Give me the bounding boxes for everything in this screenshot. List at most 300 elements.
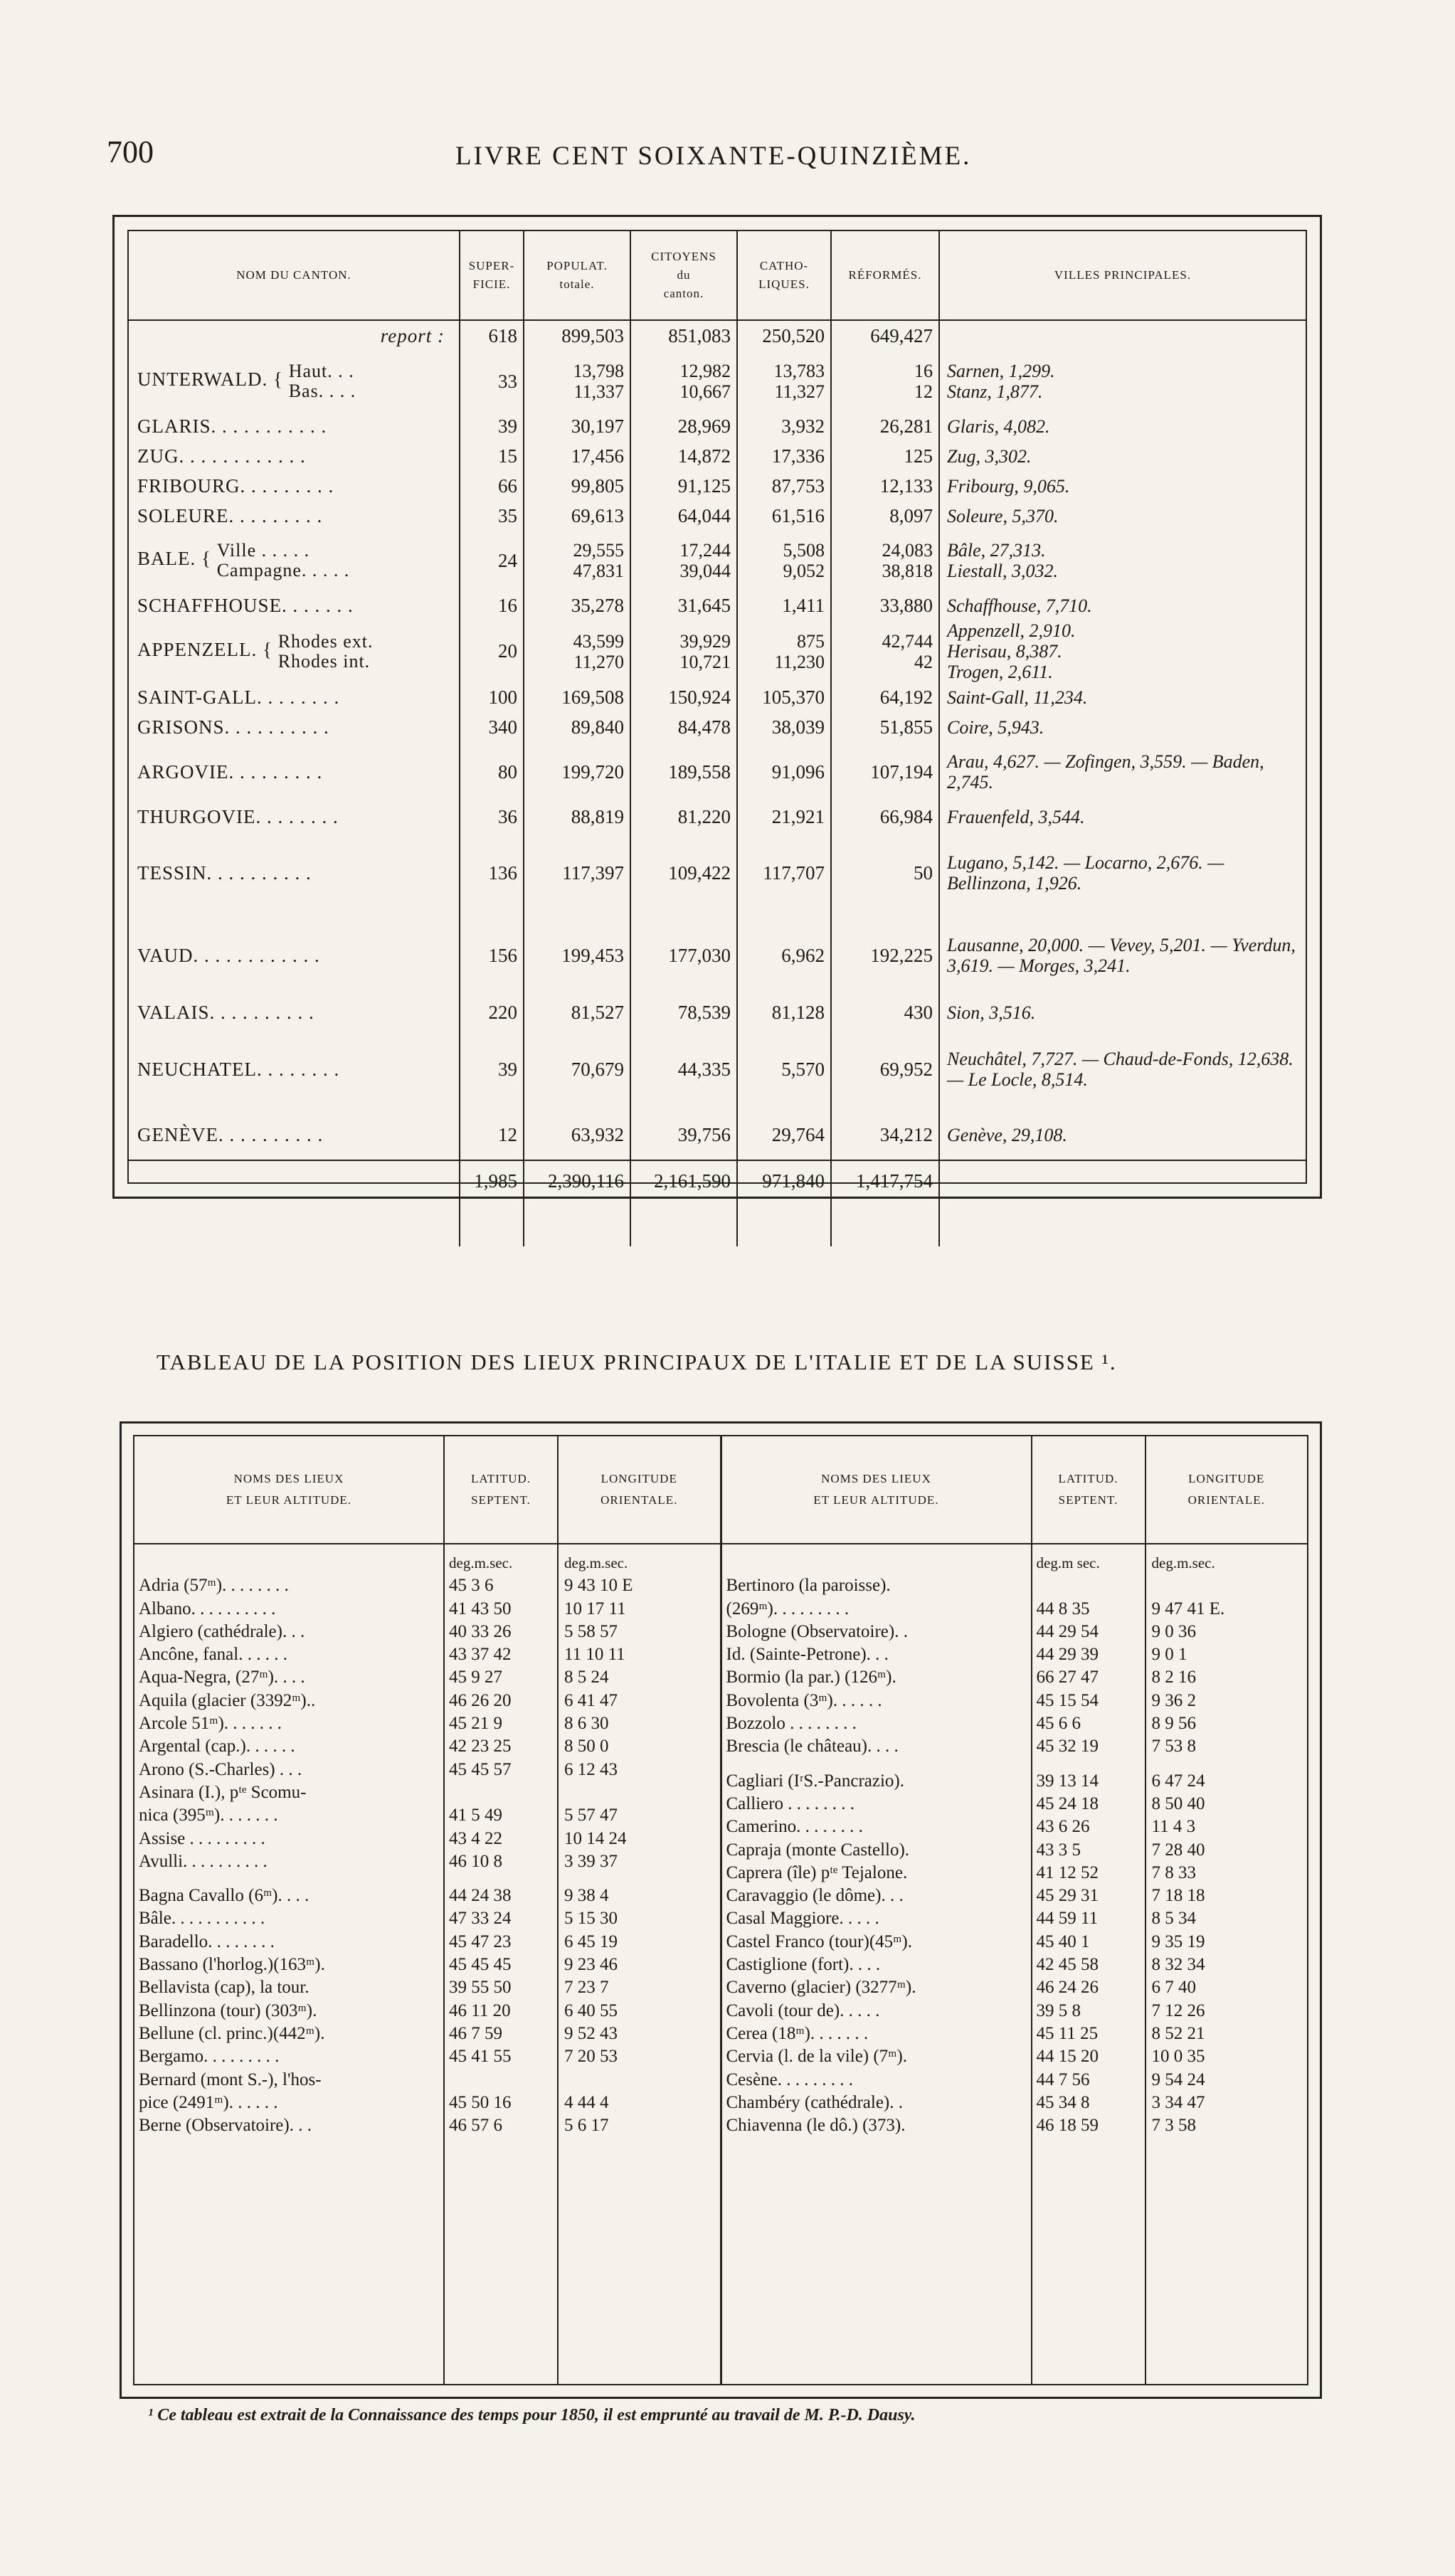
latitude-value: 46 7 59 [449,2023,502,2043]
latitude-value: 45 32 19 [1036,1737,1099,1756]
latitude-value: 46 10 8 [449,1851,502,1871]
longitude-value: 6 41 47 [564,1690,618,1710]
latitude-value: 47 33 24 [449,1909,512,1929]
place-name: Caravaggio (le dôme). . . [726,1886,904,1906]
canton-reformes: 69,952 [831,1028,939,1111]
right-lon-column [1146,1544,1308,2384]
positions-right-half [722,1436,1308,2384]
header-latitude-right: LATITUD. SEPTENT. [1032,1436,1146,1543]
canton-citoyens: 14,872 [630,441,737,471]
canton-superficie: 24 [460,531,524,590]
latitude-value: 41 43 50 [449,1599,512,1618]
header-population: POPULAT. totale. [524,231,630,320]
canton-citoyens: 44,335 [630,1028,737,1111]
canton-reformes: 64,192 [831,682,939,712]
latitude-value [445,1781,557,1804]
canton-catholiques: 5,570 [737,1028,831,1111]
place-name: Casal Maggiore. . . . . [726,1909,879,1929]
latitude-value: 43 4 22 [449,1828,502,1848]
longitude-value: 6 12 43 [564,1759,618,1779]
canton-name: GENÈVE. . . . . . . . . . [129,1111,460,1160]
place-name: Bassano (l'horlog.)(163ᵐ). [139,1955,325,1975]
longitude-value: 7 12 26 [1151,2000,1205,2020]
longitude-value: 6 47 24 [1151,1771,1205,1791]
longitude-value: 8 5 24 [564,1668,609,1687]
latitude-value: 45 24 18 [1036,1793,1099,1813]
canton-reformes: 66,984 [831,802,939,832]
canton-superficie: 20 [460,620,524,682]
canton-row [129,997,1306,1028]
latitude-value: 39 5 8 [1036,2000,1081,2020]
canton-reformes: 12,133 [831,471,939,501]
canton-superficie: 156 [460,914,524,997]
place-name: Ancône, fanal. . . . . . [139,1645,287,1665]
header-lieux: NOMS DES LIEUX ET LEUR ALTITUDE. [134,1436,445,1543]
longitude-value: 9 43 10 E [564,1576,633,1596]
place-name: (269ᵐ). . . . . . . . . [726,1599,850,1618]
header-citoyens: CITOYENS du canton. [630,231,737,320]
left-lat-unit: deg.m.sec. [449,1554,513,1571]
place-name: Bertinoro (la paroisse). [726,1576,891,1596]
latitude-value: 46 57 6 [449,2116,502,2136]
longitude-value: 4 44 4 [564,2092,609,2112]
canton-row [129,590,1306,620]
canton-row [129,441,1306,471]
canton-catholiques: 3,932 [737,411,831,441]
place-name: Bellinzona (tour) (303ᵐ). [139,2000,317,2020]
canton-reformes: 192,225 [831,914,939,997]
row-gap [722,1759,1031,1770]
longitude-value: 7 20 53 [564,2047,618,2067]
canton-name: GLARIS. . . . . . . . . . . [129,411,460,441]
canton-citoyens: 177,030 [630,914,737,997]
place-name: Arono (S.-Charles) . . . [139,1759,302,1779]
canton-population: 17,456 [524,441,630,471]
longitude-value: 11 4 3 [1151,1817,1196,1837]
canton-citoyens: 31,645 [630,590,737,620]
left-lon-column [559,1544,720,2384]
canton-catholiques: 91,096 [737,742,831,802]
latitude-value: 43 3 5 [1036,1840,1081,1860]
place-name: Avulli. . . . . . . . . . [139,1851,268,1871]
canton-catholiques: 17,336 [737,441,831,471]
canton-superficie: 66 [460,471,524,501]
canton-catholiques: 875 11,230 [737,620,831,682]
canton-subdivision: Haut. . . [288,361,354,381]
page-number: 700 [107,134,154,169]
place-name: Bologne (Observatoire). . [726,1621,908,1641]
latitude-value: 43 6 26 [1036,1817,1090,1837]
place-name: Id. (Sainte-Petrone). . . [726,1645,889,1665]
place-name: Caprera (île) pᵗᵉ Tejalone. [726,1862,908,1882]
left-lat-column [445,1544,559,2384]
longitude-value: 8 50 40 [1151,1793,1205,1813]
canton-population: 43,599 11,270 [524,620,630,682]
longitude-value: 6 40 55 [564,2000,618,2020]
place-name: Assise . . . . . . . . . [139,1828,265,1848]
report-population: 899,503 [524,320,630,351]
latitude-value: 45 6 6 [1036,1714,1081,1734]
total-citoyens: 2,161,590 [630,1160,737,1246]
total-catholiques: 971,840 [737,1160,831,1246]
longitude-value [1146,1574,1308,1597]
right-lon-unit: deg.m.sec. [1151,1554,1215,1571]
place-name: Capraja (monte Castello). [726,1840,910,1860]
latitude-value: 44 24 38 [449,1886,512,1906]
canton-reformes: 50 [831,832,939,914]
latitude-value: 45 9 27 [449,1668,502,1687]
canton-catholiques: 117,707 [737,832,831,914]
place-name: Aquila (glacier (3392ᵐ).. [139,1690,316,1710]
canton-villes: Sion, 3,516. [947,1002,1036,1023]
longitude-value: 5 57 47 [564,1806,618,1825]
longitude-value: 10 0 35 [1151,2047,1205,2067]
latitude-value: 45 29 31 [1036,1886,1099,1906]
latitude-value: 46 11 20 [449,2000,511,2020]
canton-citoyens: 12,982 10,667 [630,351,737,411]
row-gap [1032,1759,1145,1770]
header-latitude: LATITUD. SEPTENT. [445,1436,559,1543]
canton-name: TESSIN. . . . . . . . . . [129,832,460,914]
canton-catholiques: 105,370 [737,682,831,712]
place-name: nica (395ᵐ). . . . . . . [139,1806,278,1825]
latitude-value: 41 12 52 [1036,1862,1099,1882]
latitude-value: 46 26 20 [449,1690,512,1710]
place-name: Bormio (la par.) (126ᵐ). [726,1668,896,1687]
latitude-value: 44 7 56 [1036,2069,1090,2089]
row-gap [445,1873,557,1885]
place-name: Cagliari (IʳS.-Pancrazio). [726,1771,904,1791]
canton-catholiques: 81,128 [737,997,831,1028]
canton-population: 199,720 [524,742,630,802]
right-lat-unit: deg.m sec. [1036,1554,1100,1571]
canton-superficie: 39 [460,411,524,441]
canton-superficie: 16 [460,590,524,620]
canton-villes: Sarnen, 1,299. Stanz, 1,877. [947,361,1055,402]
canton-reformes: 42,744 42 [831,620,939,682]
canton-citoyens: 84,478 [630,712,737,742]
canton-subdivision: Campagne. . . . . [216,560,350,581]
longitude-value: 6 7 40 [1151,1978,1196,1998]
canton-villes: Zug, 3,302. [947,445,1032,467]
canton-villes: Soleure, 5,370. [947,505,1059,526]
canton-row [129,682,1306,712]
latitude-value: 45 21 9 [449,1714,502,1734]
canton-reformes: 26,281 [831,411,939,441]
canton-name: ZUG. . . . . . . . . . . . [129,441,460,471]
canton-villes: Appenzell, 2,910. Herisau, 8,387. Trogen, 2,611. [947,620,1076,682]
longitude-value: 8 5 34 [1151,1909,1196,1929]
canton-population: 29,555 47,831 [524,531,630,590]
place-name: Berne (Observatoire). . . [139,2116,312,2136]
canton-row [129,531,1306,590]
canton-population: 69,613 [524,501,630,531]
total-reformes: 1,417,754 [831,1160,939,1246]
latitude-value: 45 41 55 [449,2047,512,2067]
canton-citoyens: 91,125 [630,471,737,501]
place-name: pice (2491ᵐ). . . . . . [139,2092,278,2112]
longitude-value: 9 47 41 E. [1151,1599,1225,1618]
canton-superficie: 33 [460,351,524,411]
latitude-value: 45 45 57 [449,1759,512,1779]
canton-row [129,832,1306,914]
longitude-value [559,1781,720,1804]
left-name-column [134,1544,445,2384]
header-reformes: RÉFORMÉS. [831,231,939,320]
canton-catholiques: 5,508 9,052 [737,531,831,590]
latitude-value: 45 47 23 [449,1931,512,1951]
canton-row [129,620,1306,682]
longitude-value: 5 58 57 [564,1621,618,1641]
header-lieux-right: NOMS DES LIEUX ET LEUR ALTITUDE. [722,1436,1032,1543]
canton-citoyens: 150,924 [630,682,737,712]
canton-reformes: 24,083 38,818 [831,531,939,590]
canton-reformes: 33,880 [831,590,939,620]
latitude-value: 45 3 6 [449,1576,494,1596]
header-catholiques: CATHO- LIQUES. [737,231,831,320]
longitude-value: 9 35 19 [1151,1931,1205,1951]
place-name: Bâle. . . . . . . . . . . [139,1909,265,1929]
latitude-value: 45 34 8 [1036,2092,1090,2112]
report-superficie: 618 [460,320,524,351]
longitude-value [559,2069,720,2092]
longitude-value: 10 14 24 [564,1828,627,1848]
place-name: Bozzolo . . . . . . . . [726,1714,857,1734]
canton-row [129,914,1306,997]
canton-superficie: 80 [460,742,524,802]
longitude-value: 9 54 24 [1151,2069,1205,2089]
canton-name: SOLEURE. . . . . . . . . [129,501,460,531]
longitude-value: 7 53 8 [1151,1737,1196,1756]
running-head: LIVRE CENT SOIXANTE-QUINZIÈME. [455,142,972,171]
canton-citoyens: 109,422 [630,832,737,914]
longitude-value: 5 6 17 [564,2116,609,2136]
right-name-column [722,1544,1032,2384]
longitude-value: 9 38 4 [564,1886,609,1906]
place-name: Baradello. . . . . . . . [139,1931,275,1951]
canton-population: 88,819 [524,802,630,832]
longitude-value: 9 0 36 [1151,1621,1196,1641]
canton-table [112,215,1322,1199]
latitude-value [1032,1574,1145,1597]
place-name: Caverno (glacier) (3277ᵐ). [726,1978,916,1998]
longitude-value: 7 8 33 [1151,1862,1196,1882]
canton-catholiques: 61,516 [737,501,831,531]
report-reformes: 649,427 [831,320,939,351]
canton-name: SCHAFFHOUSE. . . . . . . [129,590,460,620]
row-gap [559,1873,720,1885]
canton-name: THURGOVIE. . . . . . . . [129,802,460,832]
canton-villes: Bâle, 27,313. Liestall, 3,032. [947,540,1059,581]
canton-catholiques: 13,783 11,327 [737,351,831,411]
total-superficie: 1,985 [460,1160,524,1246]
row-gap [134,1873,443,1885]
longitude-value: 9 36 2 [1151,1690,1196,1710]
place-name: Cervia (l. de la vile) (7ᵐ). [726,2047,907,2067]
totals-row [129,1160,1306,1246]
place-name: Bergamo. . . . . . . . . [139,2047,280,2067]
latitude-value: 46 18 59 [1036,2116,1099,2136]
place-name: Chambéry (cathédrale). . [726,2092,903,2112]
longitude-value: 10 17 11 [564,1599,626,1618]
place-name: Algiero (cathédrale). . . [139,1621,305,1641]
canton-row [129,1111,1306,1160]
place-name: Aqua-Negra, (27ᵐ). . . . [139,1668,305,1687]
place-name: Bagna Cavallo (6ᵐ). . . . [139,1886,309,1906]
canton-citoyens: 17,244 39,044 [630,531,737,590]
left-lon-unit: deg.m.sec. [564,1554,628,1571]
report-catholiques: 250,520 [737,320,831,351]
longitude-value: 8 9 56 [1151,1714,1196,1734]
longitude-value: 3 34 47 [1151,2092,1205,2112]
canton-villes: Fribourg, 9,065. [947,475,1070,497]
right-lat-column [1032,1544,1146,2384]
canton-name: FRIBOURG. . . . . . . . . [129,471,460,501]
place-name: Bellune (cl. princ.)(442ᵐ). [139,2023,325,2043]
canton-row [129,501,1306,531]
canton-superficie: 39 [460,1028,524,1111]
canton-reformes: 16 12 [831,351,939,411]
longitude-value: 5 15 30 [564,1909,618,1929]
canton-name: GRISONS. . . . . . . . . . [129,712,460,742]
canton-population: 89,840 [524,712,630,742]
latitude-value: 44 59 11 [1036,1909,1099,1929]
canton-superficie: 340 [460,712,524,742]
canton-row [129,411,1306,441]
table2-title: TABLEAU DE LA POSITION DES LIEUX PRINCIPAUX DE L'ITALIE ET DE LA SUISSE ¹. [157,1350,1117,1374]
canton-catholiques: 87,753 [737,471,831,501]
canton-row [129,802,1306,832]
canton-villes: Coire, 5,943. [947,716,1044,738]
canton-subdivision: Ville . . . . . [216,540,310,561]
canton-name: VALAIS. . . . . . . . . . [129,997,460,1028]
longitude-value: 7 18 18 [1151,1886,1205,1906]
canton-population: 70,679 [524,1028,630,1111]
report-row [129,320,1306,351]
longitude-value: 9 23 46 [564,1955,618,1975]
canton-row [129,712,1306,742]
canton-villes: Arau, 4,627. — Zofingen, 3,559. — Baden, 2,745. [947,751,1264,793]
place-name: Castel Franco (tour)(45ᵐ). [726,1931,912,1951]
place-name: Albano. . . . . . . . . . [139,1599,276,1618]
place-name: Bovolenta (3ᵐ). . . . . . [726,1690,882,1710]
canton-row [129,351,1306,411]
latitude-value: 44 29 54 [1036,1621,1099,1641]
canton-citoyens: 81,220 [630,802,737,832]
canton-name: UNTERWALD. { Haut. . . Bas. . . . [129,351,460,411]
canton-catholiques: 6,962 [737,914,831,997]
canton-population: 30,197 [524,411,630,441]
place-name: Chiavenna (le dô.) (373). [726,2116,906,2136]
header-name: NOM DU CANTON. [129,231,460,320]
latitude-value: 44 15 20 [1036,2047,1099,2067]
canton-villes: Lugano, 5,142. — Locarno, 2,676. — Bellinzona, 1,926. [947,852,1224,894]
canton-superficie: 100 [460,682,524,712]
latitude-value: 41 5 49 [449,1806,502,1825]
longitude-value: 6 45 19 [564,1931,618,1951]
place-name: Bellavista (cap), la tour. [139,1978,309,1998]
place-name: Cesène. . . . . . . . . [726,2069,853,2089]
canton-row [129,742,1306,802]
canton-population: 13,798 11,337 [524,351,630,411]
canton-superficie: 15 [460,441,524,471]
canton-name: SAINT-GALL. . . . . . . . [129,682,460,712]
canton-citoyens: 189,558 [630,742,737,802]
place-name: Arcole 51ᵐ). . . . . . . [139,1714,282,1734]
longitude-value: 3 39 37 [564,1851,618,1871]
canton-superficie: 220 [460,997,524,1028]
latitude-value: 39 55 50 [449,1978,512,1998]
canton-citoyens: 64,044 [630,501,737,531]
latitude-value: 46 24 26 [1036,1978,1099,1998]
canton-villes: Genève, 29,108. [947,1125,1067,1145]
report-citoyens: 851,083 [630,320,737,351]
canton-villes: Glaris, 4,082. [947,415,1050,437]
header-superficie: SUPER- FICIE. [460,231,524,320]
longitude-value: 7 23 7 [564,1978,609,1998]
place-name: Cavoli (tour de). . . . . [726,2000,880,2020]
longitude-value: 11 10 11 [564,1645,625,1665]
canton-citoyens: 39,756 [630,1111,737,1160]
canton-name: ARGOVIE. . . . . . . . . [129,742,460,802]
canton-villes: Schaffhouse, 7,710. [947,595,1092,616]
canton-catholiques: 21,921 [737,802,831,832]
canton-catholiques: 38,039 [737,712,831,742]
canton-superficie: 36 [460,802,524,832]
latitude-value: 43 37 42 [449,1645,512,1665]
canton-table-header [129,231,1306,320]
canton-subdivision: Rhodes ext. [277,630,374,652]
canton-row [129,471,1306,501]
positions-table [120,1421,1322,2399]
header-longitude: LONGITUDE ORIENTALE. [600,1472,678,1507]
canton-villes: Neuchâtel, 7,727. — Chaud-de-Fonds, 12,638. — Le Locle, 8,514. [947,1049,1293,1090]
canton-reformes: 107,194 [831,742,939,802]
latitude-value: 45 11 25 [1036,2023,1099,2043]
canton-reformes: 51,855 [831,712,939,742]
canton-reformes: 430 [831,997,939,1028]
canton-population: 35,278 [524,590,630,620]
canton-population: 199,453 [524,914,630,997]
canton-name: NEUCHATEL. . . . . . . . [129,1028,460,1111]
longitude-value: 7 3 58 [1151,2116,1196,2136]
canton-population: 169,508 [524,682,630,712]
canton-subdivision: Rhodes int. [277,650,371,672]
canton-superficie: 35 [460,501,524,531]
header-villes: VILLES PRINCIPALES. [939,231,1306,320]
longitude-value: 8 50 0 [564,1737,609,1756]
longitude-value: 8 2 16 [1151,1668,1196,1687]
canton-villes: Saint-Gall, 11,234. [947,687,1088,708]
canton-name: VAUD. . . . . . . . . . . . [129,914,460,997]
canton-catholiques: 29,764 [737,1111,831,1160]
canton-population: 63,932 [524,1111,630,1160]
place-name: Camerino. . . . . . . . [726,1817,863,1837]
place-name: Adria (57ᵐ). . . . . . . . [139,1576,289,1596]
place-name: Castiglione (fort). . . . [726,1955,881,1975]
longitude-value: 8 32 34 [1151,1955,1205,1975]
latitude-value: 40 33 26 [449,1621,512,1641]
canton-population: 81,527 [524,997,630,1028]
canton-villes: Lausanne, 20,000. — Vevey, 5,201. — Yverdun, 3,619. — Morges, 3,241. [947,935,1296,976]
canton-citoyens: 78,539 [630,997,737,1028]
report-label: report : [129,320,460,351]
canton-population: 117,397 [524,832,630,914]
place-name: Cerea (18ᵐ). . . . . . . [726,2023,869,2043]
canton-catholiques: 1,411 [737,590,831,620]
footnote: ¹ Ce tableau est extrait de la Connaissance des temps pour 1850, il est emprunté au travail de M. P.-D. Dausy. [148,2406,916,2424]
longitude-value: 8 6 30 [564,1714,609,1734]
